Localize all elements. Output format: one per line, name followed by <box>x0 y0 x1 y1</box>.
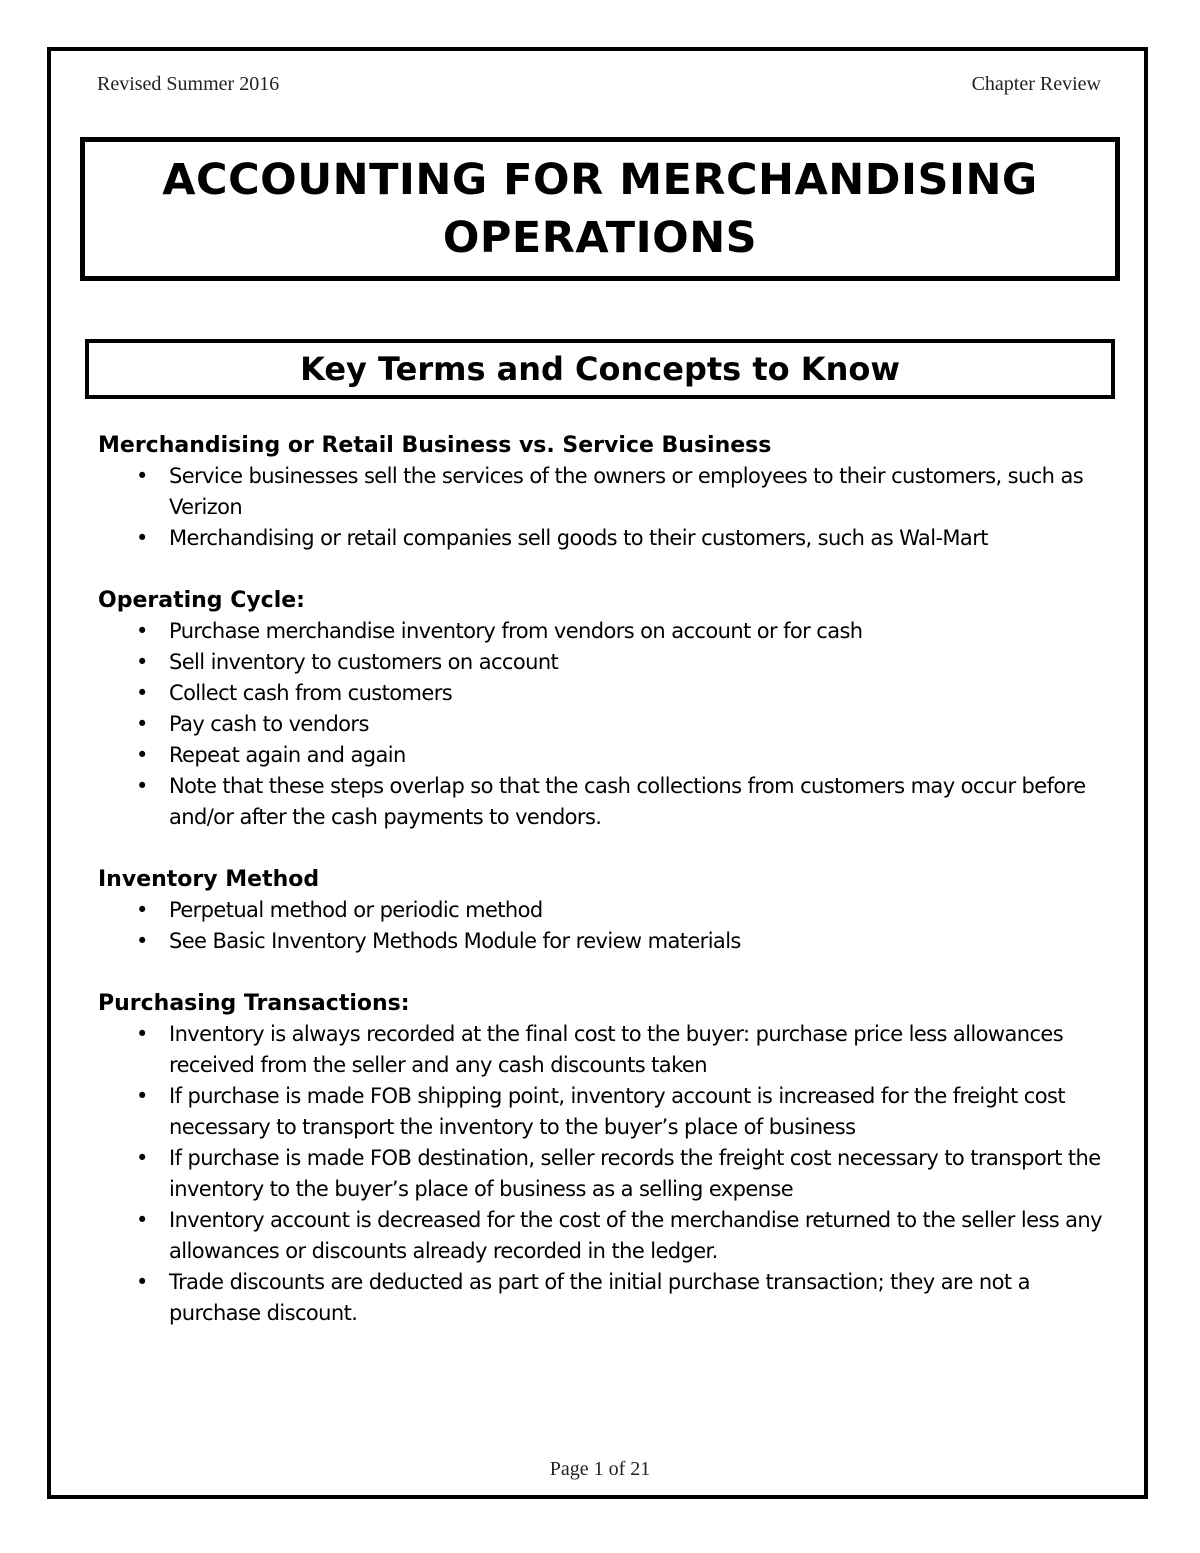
list-item <box>98 523 1108 554</box>
list-item-text: Sell inventory to customers on account <box>169 650 559 674</box>
list-item-text: Perpetual method or periodic method <box>169 898 543 922</box>
bullet-icon: • <box>136 619 148 643</box>
bullet-icon: • <box>136 1208 148 1232</box>
list-item <box>98 771 1108 833</box>
content-body <box>98 430 1108 1360</box>
list-item-text: If purchase is made FOB shipping point, inventory account is increased for the freight cost necessary to transport the inventory to the buyer’s place of business <box>169 1084 1065 1139</box>
bullet-icon: • <box>136 898 148 922</box>
list-item-text: Collect cash from customers <box>169 681 453 705</box>
list-item <box>98 895 1108 926</box>
list-item-text: Purchase merchandise inventory from vendors on account or for cash <box>169 619 863 643</box>
section-heading: Inventory Method <box>98 867 320 892</box>
list-item-text: Inventory account is decreased for the cost of the merchandise returned to the seller less any allowances or discounts already recorded in the ledger. <box>169 1208 1102 1263</box>
bullet-icon: • <box>136 464 148 488</box>
header-revision-date: Revised Summer 2016 <box>97 73 280 95</box>
list-item <box>98 678 1108 709</box>
title-box <box>80 137 1120 281</box>
list-item <box>98 616 1108 647</box>
list-item <box>98 1081 1108 1143</box>
list-item <box>98 647 1108 678</box>
title-line-2: OPERATIONS <box>442 213 758 263</box>
list-item-text: Repeat again and again <box>169 743 406 767</box>
subtitle-box <box>85 339 1115 399</box>
section-inventory-method <box>98 864 1108 957</box>
bullet-list <box>98 616 1108 833</box>
bullet-list <box>98 895 1108 957</box>
list-item-text: Note that these steps overlap so that the cash collections from customers may occur before and/or after the cash payments to vendors. <box>169 774 1086 829</box>
list-item <box>98 1143 1108 1205</box>
list-item <box>98 926 1108 957</box>
bullet-icon: • <box>136 1146 148 1170</box>
list-item-text: See Basic Inventory Methods Module for review materials <box>169 929 741 953</box>
bullet-icon: • <box>136 1022 148 1046</box>
list-item <box>98 709 1108 740</box>
section-banner-title: Key Terms and Concepts to Know <box>300 350 900 388</box>
list-item-text: If purchase is made FOB destination, seller records the freight cost necessary to transport the inventory to the buyer’s place of business as a selling expense <box>169 1146 1101 1201</box>
document-title <box>162 151 1037 267</box>
bullet-icon: • <box>136 743 148 767</box>
bullet-list <box>98 461 1108 554</box>
list-item-text: Trade discounts are deducted as part of the initial purchase transaction; they are not a purchase discount. <box>169 1270 1030 1325</box>
page-number: Page 1 of 21 <box>549 1458 651 1480</box>
section-purchasing-transactions <box>98 988 1108 1329</box>
bullet-icon: • <box>136 526 148 550</box>
list-item <box>98 1267 1108 1329</box>
bullet-list <box>98 1019 1108 1329</box>
list-item <box>98 1019 1108 1081</box>
section-operating-cycle <box>98 585 1108 833</box>
list-item <box>98 740 1108 771</box>
list-item-text: Merchandising or retail companies sell goods to their customers, such as Wal-Mart <box>169 526 988 550</box>
section-heading: Purchasing Transactions: <box>98 991 410 1016</box>
bullet-icon: • <box>136 681 148 705</box>
bullet-icon: • <box>136 650 148 674</box>
bullet-icon: • <box>136 1084 148 1108</box>
bullet-icon: • <box>136 1270 148 1294</box>
list-item-text: Service businesses sell the services of the owners or employees to their customers, such as Verizon <box>169 464 1084 519</box>
section-heading: Merchandising or Retail Business vs. Service Business <box>98 433 772 458</box>
list-item <box>98 1205 1108 1267</box>
list-item <box>98 461 1108 523</box>
list-item-text: Inventory is always recorded at the final cost to the buyer: purchase price less allowances received from the seller and any cash discounts taken <box>169 1022 1064 1077</box>
list-item-text: Pay cash to vendors <box>169 712 369 736</box>
section-heading: Operating Cycle: <box>98 588 305 613</box>
bullet-icon: • <box>136 929 148 953</box>
bullet-icon: • <box>136 774 148 798</box>
header-chapter-label: Chapter Review <box>971 73 1101 95</box>
section-merchandising-vs-service <box>98 430 1108 554</box>
bullet-icon: • <box>136 712 148 736</box>
title-line-1: ACCOUNTING FOR MERCHANDISING <box>162 155 1038 205</box>
